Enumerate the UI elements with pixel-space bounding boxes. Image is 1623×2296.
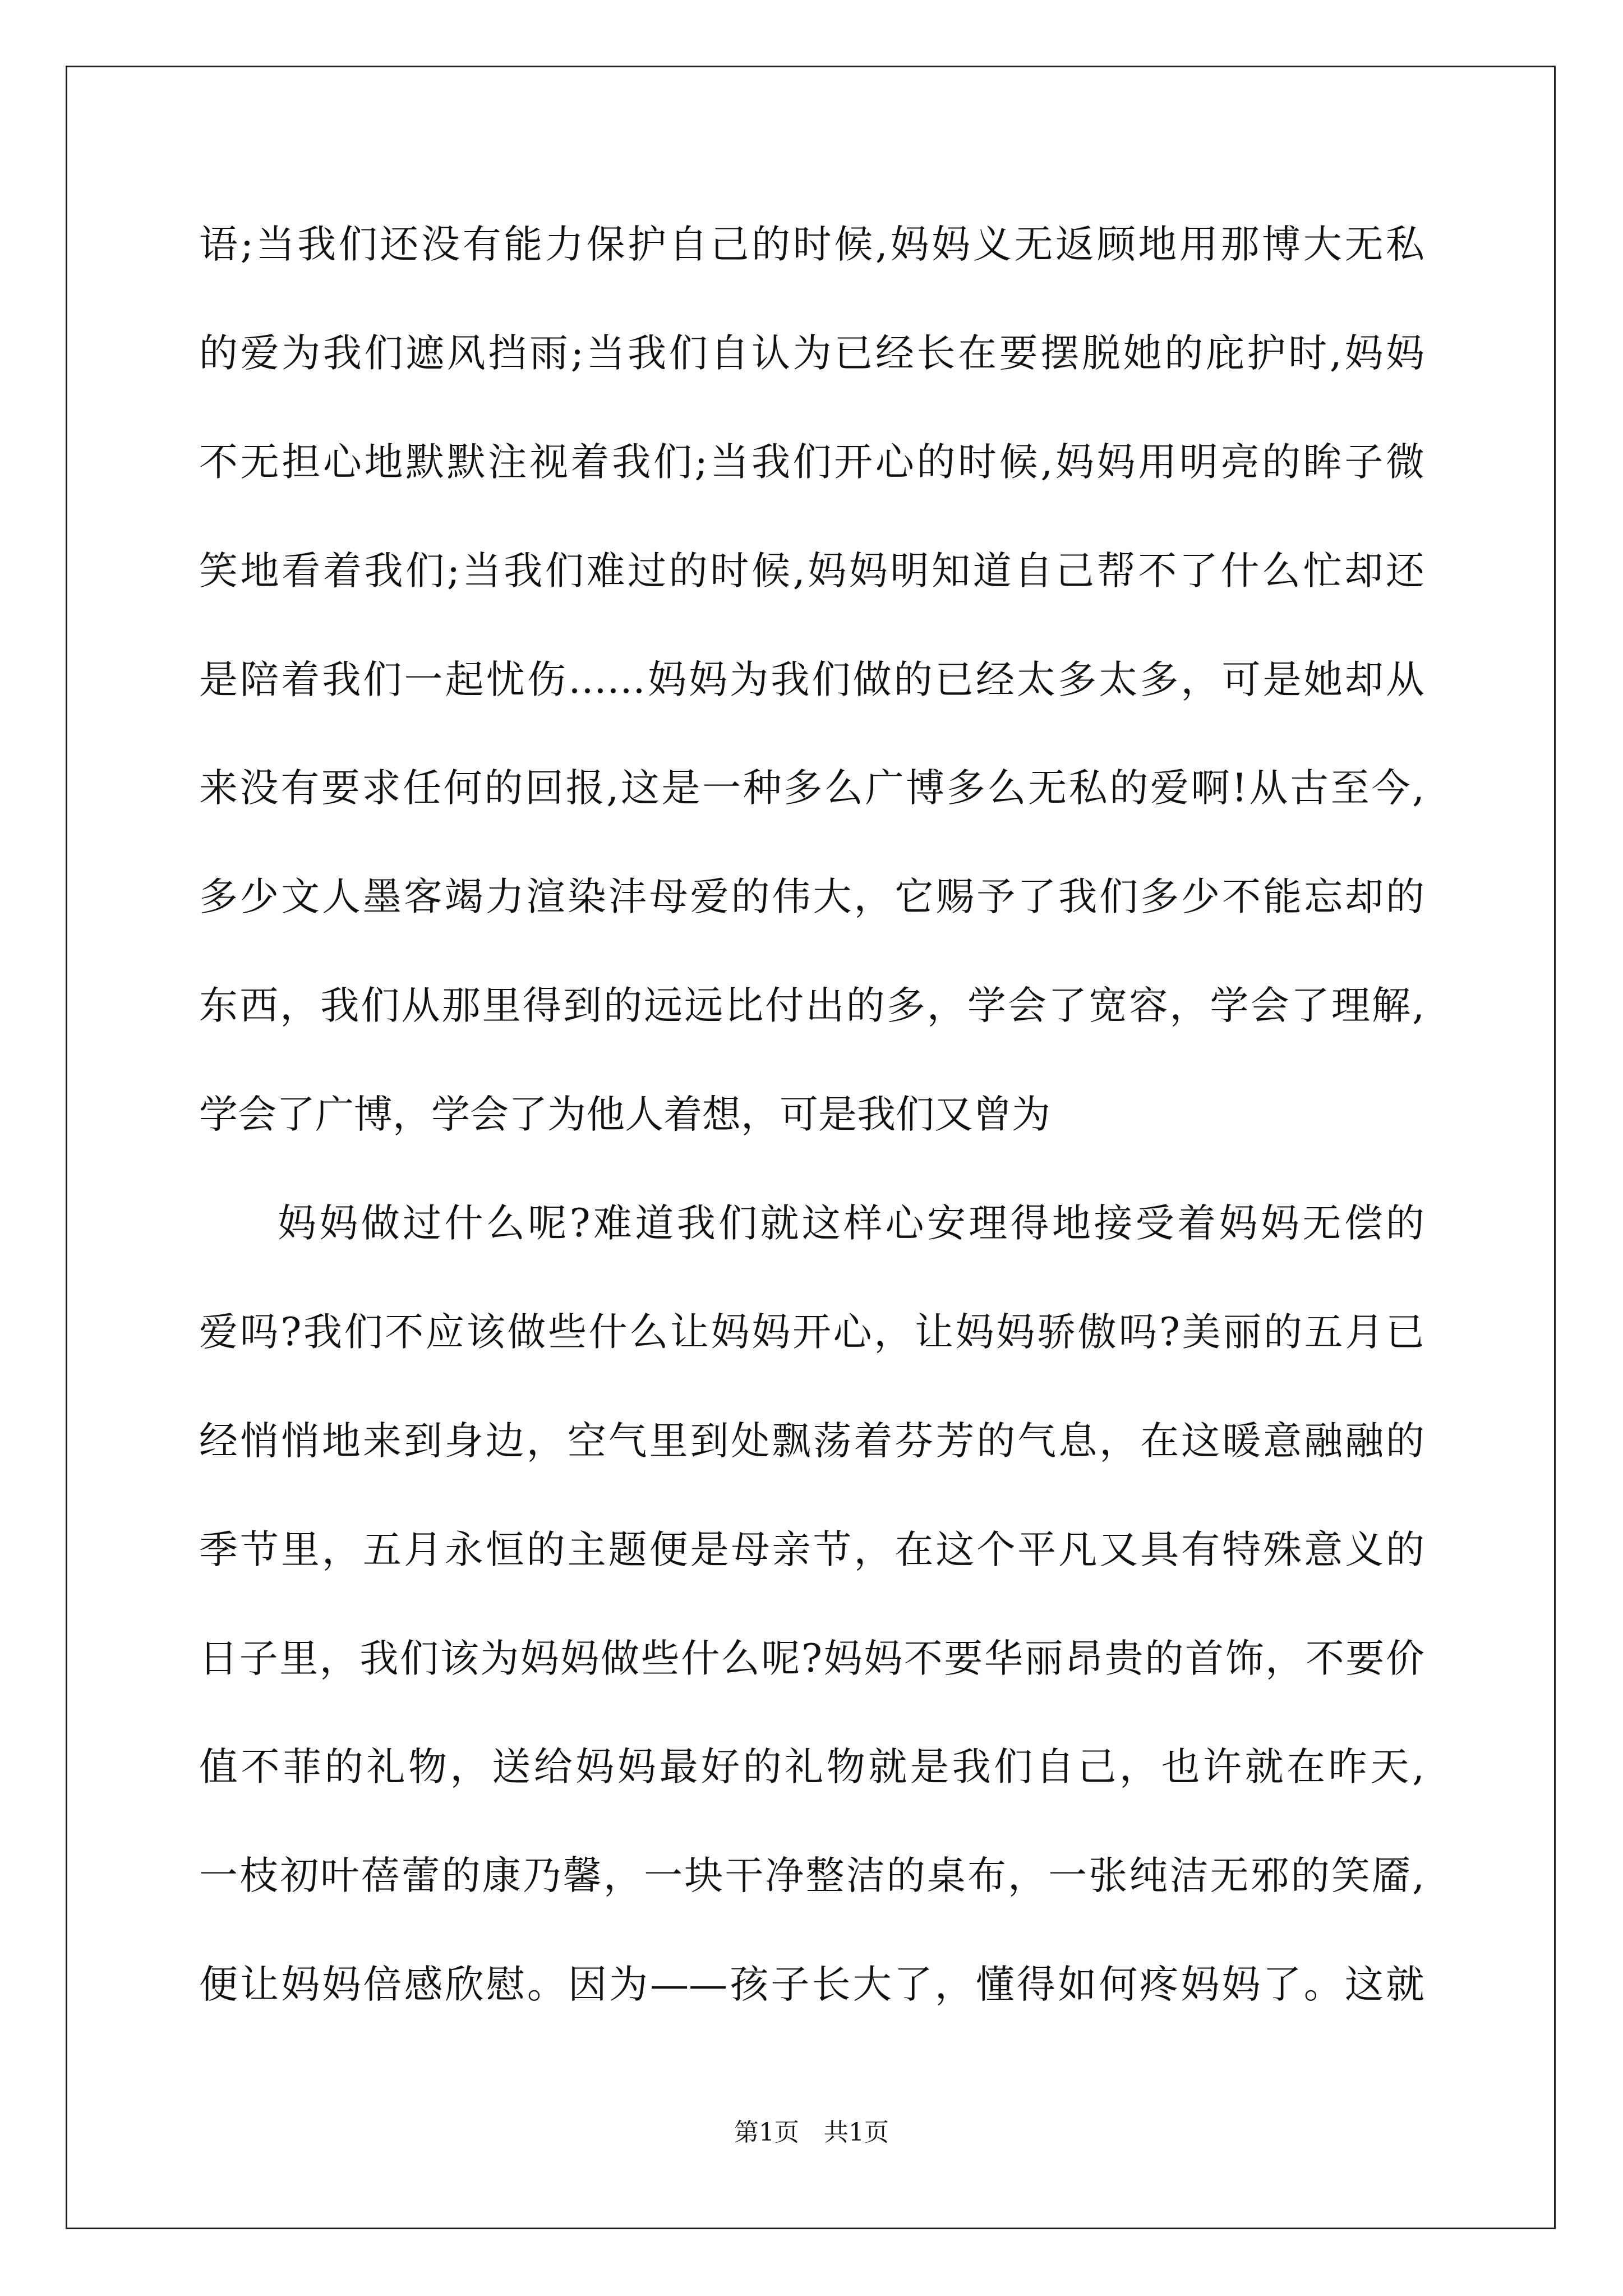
text-line: 季节里，五月永恒的主题便是母亲节，在这个平凡又具有特殊意义的 <box>199 1527 1424 1572</box>
document-body <box>199 218 1424 2067</box>
text-line: 东西，我们从那里得到的远远比付出的多，学会了宽容，学会了理解, <box>199 983 1424 1029</box>
page-number-footer: 第1页 共1页 <box>734 2118 889 2147</box>
text-line: 多少文人墨客竭力渲染沣母爱的伟大，它赐予了我们多少不能忘却的 <box>199 875 1424 920</box>
text-line: 的爱为我们遮风挡雨;当我们自认为已经长在要摆脱她的庇护时,妈妈 <box>199 330 1424 376</box>
text-line: 便让妈妈倍感欣慰。因为——孩子长大了，懂得如何疼妈妈了。这就 <box>199 1962 1424 2008</box>
text-line: 值不菲的礼物，送给妈妈最好的礼物就是我们自己，也许就在昨天, <box>199 1745 1424 1790</box>
text-line: 一枝初叶蓓蕾的康乃馨，一块干净整洁的桌布，一张纯洁无邪的笑靥, <box>199 1853 1424 1899</box>
text-line: 日子里，我们该为妈妈做些什么呢?妈妈不要华丽昂贵的首饰，不要价 <box>199 1636 1424 1681</box>
text-line: 笑地看着我们;当我们难过的时候,妈妈明知道自己帮不了什么忙却还 <box>199 548 1424 593</box>
text-line: 不无担心地默默注视着我们;当我们开心的时候,妈妈用明亮的眸子微 <box>199 439 1424 485</box>
text-line: 爱吗?我们不应该做些什么让妈妈开心，让妈妈骄傲吗?美丽的五月已 <box>199 1309 1424 1355</box>
text-line: 学会了广博，学会了为他人着想，可是我们又曾为 <box>199 1092 1050 1138</box>
text-line: 语;当我们还没有能力保护自己的时候,妈妈义无返顾地用那博大无私 <box>199 222 1424 267</box>
text-line: 来没有要求任何的回报,这是一种多么广博多么无私的爱啊!从古至今, <box>199 766 1424 811</box>
paragraph-start-line: 妈妈做过什么呢?难道我们就这样心安理得地接受着妈妈无偿的 <box>278 1201 1424 1246</box>
text-line: 是陪着我们一起忧伤……妈妈为我们做的已经太多太多，可是她却从 <box>199 657 1424 702</box>
text-line: 经悄悄地来到身边，空气里到处飘荡着芬芳的气息，在这暖意融融的 <box>199 1418 1424 1464</box>
